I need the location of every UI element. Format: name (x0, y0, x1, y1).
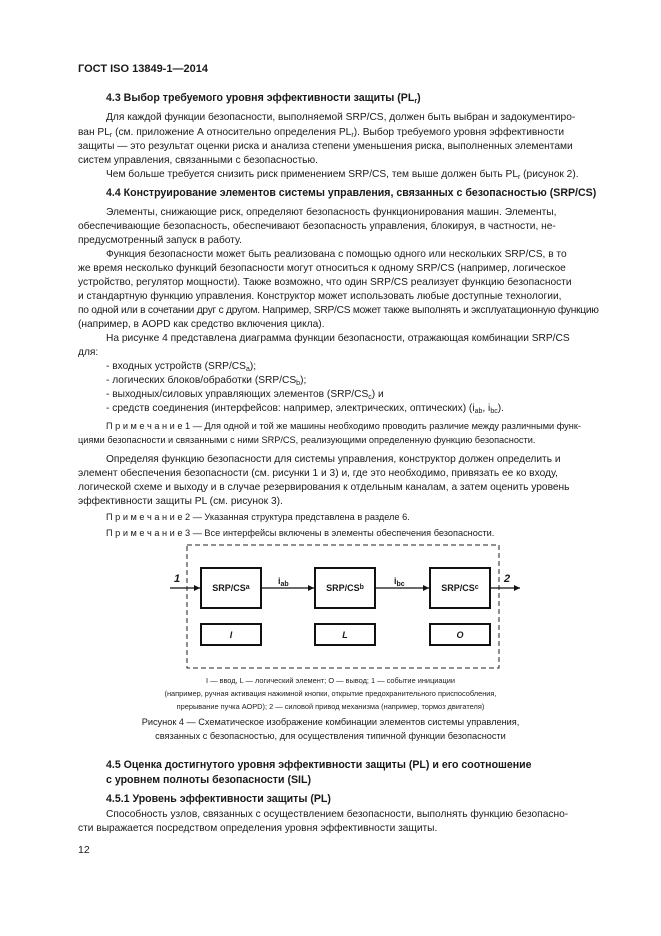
box-label-input: I (200, 623, 262, 646)
section-4-4-heading: 4.4 Конструирование элементов системы управления, связанных с безопасностью (SRP/CS) (106, 187, 597, 199)
section-4-5-heading-line2: с уровнем полноты безопасности (SIL) (106, 774, 311, 786)
s44-p1-line2: обеспечивающие безопасность, обеспечивают безопасность управления, блокируя, в частности, не- (78, 221, 556, 232)
figure-input-number: 1 (174, 573, 181, 585)
figure-legend-line2: (например, ручная активация нажимной кнопки, открытие предохранительного приспособления, (164, 689, 497, 698)
box-label-output: O (429, 623, 491, 646)
section-4-3-heading: 4.3 Выбор требуемого уровня эффективности защиты $(PL_r)$ (106, 92, 421, 105)
box-srp-cs-a: SRP/CS a (200, 567, 262, 609)
figure-legend-line3: прерывание пучка АОРD); 2 — силовой привод механизма (например, тормоз двигателя) (176, 702, 485, 711)
section-4-5-heading-line1: 4.5 Оценка достигнутого уровня эффективности защиты (PL) и его соотношение (106, 759, 532, 771)
s43-p1-line1: Для каждой функции безопасности, выполняемой SRP/CS, должен быть выбран и задокументиро- (106, 112, 576, 123)
s43-p2: Чем больше требуется снизить риск применением SRP/CS, тем выше должен быть $PL_r$ (рисунок 2). (106, 169, 579, 181)
link-label-bc: $i_{bc}$ (394, 576, 405, 588)
box-srp-cs-c: SRP/CS c (429, 567, 491, 609)
s44-p4-line4: эффективности защиты PL (см. рисунок 3). (78, 496, 283, 507)
bullet-input-devices: - входных устройств $(SRP/CS_a)$; (106, 361, 257, 373)
s44-p1-line1: Элементы, снижающие риск, определяют безопасность функционирования машин. Элементы, (106, 207, 557, 218)
document-id: ГОСТ ISO 13849-1—2014 (78, 63, 208, 75)
s43-p1-line3: защиты — это результат оценки риска и анализа степени уменьшения риска, выполненных элементами (78, 141, 573, 152)
s44-p2-line6: (например, в АОРD как средство включения цикла). (78, 319, 325, 330)
note-1-line1: П р и м е ч а н и е 1 — Для одной и той же машины необходимо проводить различие между различными функ- (106, 421, 581, 431)
page-number: 12 (78, 844, 90, 856)
s44-p2-line4: и стандартную функцию управления. Конструктор может использовать любые доступные технологии, (78, 291, 562, 302)
figure-output-number: 2 (504, 573, 511, 585)
bullet-interfaces: - средств соединения (интерфейсов: например, электрических, оптических) ($i_{ab}$, $i_{bc}$). (106, 403, 504, 415)
s44-p2-line1: Функция безопасности может быть реализована с помощью одного или нескольких SRP/CS, в то (106, 249, 567, 260)
s43-p1-line2: ван $PL_r$ (см. приложение А относительно определения $PL_r$). Выбор требуемого уровня эффективности (78, 127, 565, 139)
s44-p2-line5: по одной или в сочетании друг с другом. Например, SRP/CS может также выполнять и эксплуатационную функцию (78, 305, 599, 316)
figure-caption-line2: связанных с безопасностью, для осуществления типичной функции безопасности (155, 731, 506, 741)
s44-p2-line2: же время несколько функций безопасности могут относиться к одному SRP/CS (например, логическое (78, 263, 566, 274)
s44-p4-line2: элемент обеспечения безопасности (см. рисунки 1 и 3) и, где это необходимо, привязать ее ко входу, (78, 468, 558, 479)
arrow-head-output (514, 585, 520, 591)
s44-p3-line2: для: (78, 347, 99, 358)
box-srp-cs-b: SRP/CS b (314, 567, 376, 609)
s44-p1-line3: предусмотренный запуск в работу. (78, 235, 242, 246)
figure-legend-line1: I — ввод, L — логический элемент; O — вывод; 1 — событие инициации (205, 676, 456, 685)
s44-p2-line3: устройство, регулятор мощности). Также возможно, что один SRP/CS реализует функцию безопасности (78, 277, 572, 288)
note-2: П р и м е ч а н и е 2 — Указанная структура представлена в разделе 6. (106, 512, 410, 522)
s45-p1-line2: сти выражается посредством определения уровня эффективности защиты. (78, 823, 438, 834)
figure-caption-line1: Рисунок 4 — Схематическое изображение комбинации элементов системы управления, (141, 717, 520, 727)
s45-p1-line1: Способность узлов, связанных с осуществлением безопасности, выполнять функцию безопасно- (106, 809, 569, 820)
link-label-ab: $i_{ab}$ (278, 576, 289, 588)
s43-p1-line4: систем управления, связанными с безопасностью. (78, 155, 318, 166)
note-1-line2: циями безопасности и связанными с ними SRP/CS, реализующими определенную функцию безопасности. (78, 435, 536, 445)
s44-p4-line1: Определяя функцию безопасности для системы управления, конструктор должен определить и (106, 454, 561, 465)
s44-p3-line1: На рисунке 4 представлена диаграмма функции безопасности, отражающая комбинации SRP/CS (106, 333, 570, 344)
bullet-logic-blocks: - логических блоков/обработки $(SRP/CS_b)$; (106, 375, 307, 387)
note-3: П р и м е ч а н и е 3 — Все интерфейсы включены в элементы обеспечения безопасности. (106, 528, 495, 538)
section-4-5-1-heading: 4.5.1 Уровень эффективности защиты (PL) (106, 793, 331, 805)
box-label-logic: L (314, 623, 376, 646)
s44-p4-line3: логической схеме и выходу и в случае резервирования к отдельным каналам, а затем оценить уровень (78, 482, 570, 493)
bullet-output-elements: - выходных/силовых управляющих элементов $(SRP/CS_c)$ и (106, 389, 384, 401)
